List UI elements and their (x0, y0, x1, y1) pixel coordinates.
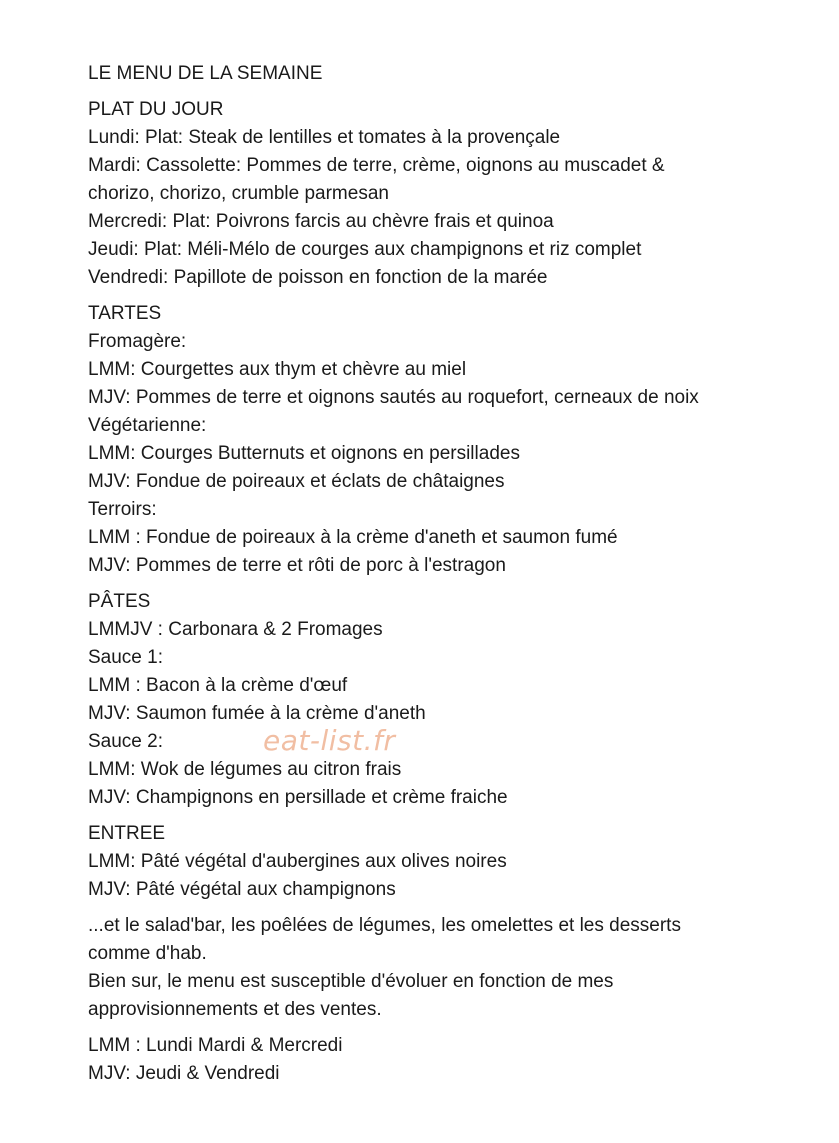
menu-line: LMM : Bacon à la crème d'œuf (88, 675, 348, 696)
menu-line: Terroirs: (88, 499, 157, 520)
menu-line: Fromagère: (88, 331, 187, 352)
menu-line: LMMJV : Carbonara & 2 Fromages (88, 619, 383, 640)
menu-line: Vendredi: Papillote de poisson en fonction de la marée (88, 267, 548, 288)
menu-line: MJV: Fondue de poireaux et éclats de châtaignes (88, 471, 505, 492)
section-heading: PLAT DU JOUR (88, 99, 224, 120)
note-line: comme d'hab. (88, 943, 207, 964)
menu-line: Végétarienne: (88, 415, 207, 436)
menu-line: MJV: Pâté végétal aux champignons (88, 879, 396, 900)
menu-line: Sauce 1: (88, 647, 163, 668)
menu-line: Sauce 2: (88, 731, 163, 752)
menu-line: MJV: Pommes de terre et oignons sautés au roquefort, cerneaux de noix (88, 387, 699, 408)
section-heading: PÂTES (88, 591, 151, 612)
section-legend (88, 1032, 828, 1088)
section-entree (88, 820, 828, 904)
section-tartes (88, 300, 828, 580)
note-line: Bien sur, le menu est susceptible d'évoluer en fonction de mes (88, 971, 614, 992)
section-heading: ENTREE (88, 823, 166, 844)
section-pates (88, 588, 828, 812)
menu-line: Jeudi: Plat: Méli-Mélo de courges aux champignons et riz complet (88, 239, 642, 260)
menu-line: MJV: Pommes de terre et rôti de porc à l'estragon (88, 555, 506, 576)
section-heading: TARTES (88, 303, 162, 324)
legend-line: LMM : Lundi Mardi & Mercredi (88, 1035, 343, 1056)
legend-line: MJV: Jeudi & Vendredi (88, 1063, 280, 1084)
menu-line: MJV: Saumon fumée à la crème d'aneth (88, 703, 426, 724)
section-notes (88, 912, 828, 1024)
menu-line: LMM: Courges Butternuts et oignons en persillades (88, 443, 520, 464)
menu-line: Mercredi: Plat: Poivrons farcis au chèvre frais et quinoa (88, 211, 554, 232)
menu-line: LMM: Wok de légumes au citron frais (88, 759, 402, 780)
menu-document (88, 60, 828, 1088)
watermark-text: eat-list.fr (263, 724, 396, 757)
menu-title: LE MENU DE LA SEMAINE (88, 63, 323, 84)
menu-line: chorizo, chorizo, crumble parmesan (88, 183, 389, 204)
menu-line: LMM: Pâté végétal d'aubergines aux olives noires (88, 851, 507, 872)
menu-line: Lundi: Plat: Steak de lentilles et tomates à la provençale (88, 127, 561, 148)
menu-line: Mardi: Cassolette: Pommes de terre, crème, oignons au muscadet & (88, 155, 665, 176)
note-line: ...et le salad'bar, les poêlées de légumes, les omelettes et les desserts (88, 915, 681, 936)
menu-line: LMM : Fondue de poireaux à la crème d'aneth et saumon fumé (88, 527, 618, 548)
menu-line: MJV: Champignons en persillade et crème fraiche (88, 787, 508, 808)
menu-line: LMM: Courgettes aux thym et chèvre au miel (88, 359, 467, 380)
section-plat-du-jour (88, 96, 828, 292)
note-line: approvisionnements et des ventes. (88, 999, 382, 1020)
